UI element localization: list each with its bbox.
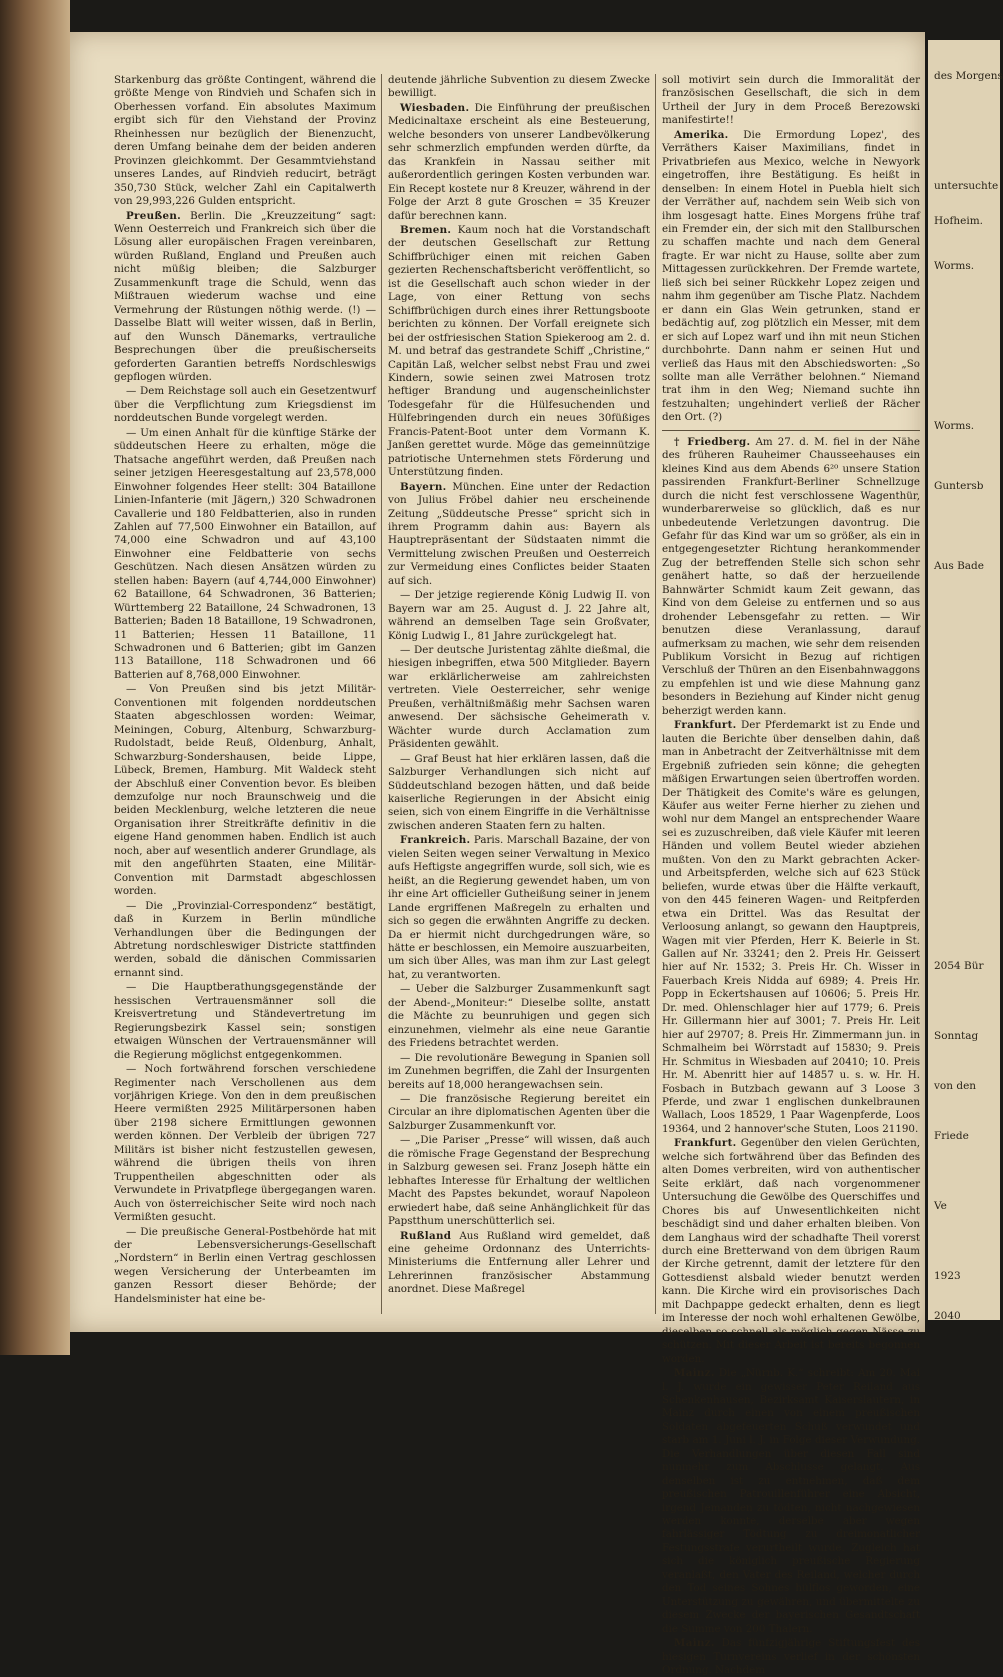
article-paragraph (388, 224, 650, 480)
adjacent-page-edge (928, 40, 1003, 1322)
paragraph-text: — Die „Provinzial-Correspondenz“ bestätigt, daß in Kurzem in Berlin mündliche Verhandlungen über die Bedingungen der Abtretung nordschleswiger Districte stattfinden werden, sobald die dänischen Commissarien ernannt sind. (114, 899, 376, 979)
paragraph-text: Die „Nürnb. K.“ schreibt: Am 20. Mai l. J. wurde ein gewisser Peter Reiland aus Schenkenhausen, Bezirksamt Kaiserslautern, in Mainz durch einen von einem preußischen Soldaten abgefeuerten Schuß verwundet und starb am 1. Juni l. J. in Folge dieser Verwundung. Die Verhandlungen über diesen Fall sind nunmehr zum Abschlusse gelangt. Aus denselben ist zu entnehmen, daß dem preußischen Patrouillenführer eine Absicht, irgend Jemanden zu tödten, nicht nachgewiesen werden konnte, derselbe aber wegen fahrlässiger Tödtung zu dreimonatlicher Festungsstrafe verurtheilt wurde. Zugleich hat sich die königlich preußische Regierung veranlaßt, den Vater des Reiland, welcher durch den Tod seines Sohnes hülflos geworden, eine Unterstützung zu gewähren, und übermittelte zu diesem Zwecke der bayerischen Gesandtschaft die Summe von 200 Thalern. (662, 1367, 920, 1635)
column-rule (655, 74, 656, 1314)
article-paragraph (662, 1137, 920, 1366)
adjacent-page-fragment: Sonntag (934, 1030, 979, 1042)
dateline-heading: Frankreich. (400, 834, 471, 847)
adjacent-page-fragment: untersuchte (934, 180, 999, 192)
dateline-heading: † Friedberg. (674, 435, 751, 448)
column-3 (662, 74, 920, 1677)
column-1 (114, 74, 376, 1314)
article-paragraph (662, 436, 920, 719)
paragraph-text: Berlin. Die „Kreuzzeitung“ sagt: Wenn Oesterreich und Frankreich sich über die Lösung aller europäischen Fragen vereinbaren, würden Rußland, England und Preußen auch nicht müßig bleiben; die Salzburger Zusammenkunft trage die Schuld, wenn das Mißtrauen wiederum wachse und eine Vermehrung der Rüstungen nöthig werde. (!) — Dasselbe Blatt will weiter wissen, daß in Berlin, auf den Wunsch Dänemarks, vertrauliche Besprechungen über die preußischerseits geforderten Garantien betreffs Nordschleswigs gepflogen würden. (114, 209, 376, 383)
article-paragraph (388, 753, 650, 834)
dateline-heading: Frankfurt. (674, 719, 737, 732)
paragraph-text: — Die revolutionäre Bewegung in Spanien soll im Zunehmen begriffen, die Zahl der Insurgenten bereits auf 18,000 herangewachsen sein. (388, 1051, 650, 1091)
adjacent-page-fragment: Friede (934, 1130, 969, 1142)
paragraph-text: — Der jetzige regierende König Ludwig II. von Bayern war am 25. August d. J. 22 Jahre alt, während an demselben Tage sein Großvater, König Ludwig I., 81 Jahre zurückgelegt hat. (388, 589, 650, 642)
article-paragraph (388, 481, 650, 589)
article-paragraph (114, 981, 376, 1062)
article-paragraph (114, 385, 376, 425)
paragraph-text: — Von Preußen sind bis jetzt Militär-Conventionen mit folgenden norddeutschen Staaten abgeschlossen worden: Weimar, Meiningen, Coburg, Altenburg, Schwarzburg-Rudolstadt, beide Reuß, Oldenburg, Anhalt, Schwarzburg-Sondershausen, beide Lippe, Lübeck, Bremen, Hamburg. Mit Waldeck steht der Abschluß einer Convention bevor. Es bleiben demzufolge nur noch Braunschweig und die beiden Mecklenburg, welche letzteren die neue Organisation ihrer Streitkräfte definitiv in die eigene Hand genommen haben. Endlich ist auch noch, aber auf wesentlich anderer Grundlage, als mit den angeführten Staaten, eine Militär-Convention mit Darmstadt abgeschlossen worden. (114, 683, 376, 898)
article-paragraph (114, 900, 376, 981)
paragraph-text: Am 27. d. M. fiel in der Nähe des früheren Rauheimer Chausseehauses ein kleines Kind aus dem Abends 6²⁰ unsere Station passirenden Frankfurt-Berliner Schnellzuge durch die nicht fest verschlossene Wagenthür, wunderbarerweise so glücklich, daß es nur unbedeutende Verletzungen davontrug. Die Gefahr für das Kind war um so größer, als ein in entgegengesetzter Richtung herankommender Zug der betreffenden Stelle sich schon sehr genähert hatte, so daß der herzueilende Bahnwärter Schmidt kaum Zeit gewann, das Kind von dem Geleise zu entfernen und so aus drohender Lebensgefahr zu retten. — Wir benutzen diese Veranlassung, darauf aufmerksam zu machen, wie sehr dem reisenden Publikum Vorsicht in Bezug auf richtigen Verschluß der Thüren an den Eisenbahnwaggons zu empfehlen ist und wie diese Mahnung ganz besonders in Beziehung auf Kinder nicht genug beherzigt werden kann. (662, 435, 920, 717)
paragraph-text: Kaum noch hat die Vorstandschaft der deutschen Gesellschaft zur Rettung Schiffbrüchiger einen mit reichen Gaben gezierten Rechenschaftsbericht veröffentlicht, so ist die Gesellschaft auch schon wieder in der Lage, von einer Rettung von sechs Schiffbrüchigen durch eines ihrer Rettungsboote berichten zu können. Der Vorfall ereignete sich bei der ostfriesischen Station Spiekeroog am 2. d. M. und betraf das gestrandete Schiff „Christine,“ Capitän Laß, welcher selbst nebst Frau und zwei Kindern, sowie seinen zwei Matrosen trotz heftiger Brandung und augenscheinlichster Todesgefahr für die Hülfesuchenden und Hülfebringenden durch ein neues 30füßiges Francis-Patent-Boot unter dem Vormann K. Janßen gerettet wurde. Möge das gemeinnützige patriotische Unternehmen stets Förderung und Unterstützung finden. (388, 223, 650, 479)
paragraph-text: — Um einen Anhalt für die künftige Stärke der süddeutschen Heere zu erhalten, möge die Thatsache angeführt werden, daß Preußen nach seiner jetzigen Heeresgestaltung auf 23,578,000 Einwohner folgendes Heer stellt: 304 Bataillone Linien-Infanterie (mit Jägern,) 320 Schwadronen Cavallerie und 180 Feldbatterien, also in runden Zahlen auf 77,500 Einwohner ein Bataillon, auf 74,000 eine Schwadron und auf 43,100 Einwohner eine Feldbatterie von sechs Geschützen. Nach diesen Ansätzen würden zu stellen haben: Bayern (auf 4,744,000 Einwohner) 62 Bataillone, 64 Schwadronen, 36 Batterien; Württemberg 22 Bataillone, 24 Schwadronen, 13 Batterien; Baden 18 Bataillone, 19 Schwadronen, 11 Batterien; Hessen 11 Bataillone, 11 Schwadronen und 6 Batterien; gibt im Ganzen 113 Bataillone, 118 Schwadronen und 66 Batterien auf 8,768,000 Einwohner. (114, 426, 376, 681)
paragraph-text: soll motivirt sein durch die Immoralität der französischen Gesellschaft, die sich in dem Urtheil der Jury in dem Proceß Berezowski manifestirte!! (662, 74, 920, 127)
article-paragraph (388, 589, 650, 643)
paragraph-text: — Noch fortwährend forschen verschiedene Regimenter nach Verschollenen aus dem vorjährigen Kriege. Von den in dem preußischen Heere vermißten 2925 Militärpersonen haben über 2198 sichere Ermittlungen gewonnen werden können. Der Verbleib der übrigen 727 Militärs ist bisher nicht festzustellen gewesen, während die übrigen theils von ihren Truppentheilen abgeschnitten oder als Verwundete in Privatpflege übergegangen waren. Auch von österreichischer Seite wird noch nach Vermißten gesucht. (114, 1063, 376, 1224)
adjacent-page-fragment: Worms. (934, 420, 975, 432)
section-divider (662, 430, 920, 431)
dateline-heading: Amerika. (674, 128, 729, 141)
paragraph-text: — Der deutsche Juristentag zählte dießmal, die hiesigen inbegriffen, etwa 500 Mitglieder. Bayern war erklärlicherweise am zahlreichsten vertreten. Viele Oesterreicher, sehr wenige Preußen, verhältnißmäßig mehr Sachsen waren anwesend. Der sächsische Geheimerath v. Wächter wurde durch Acclamation zum Präsidenten gewählt. (388, 644, 650, 751)
newspaper-page (70, 32, 925, 1677)
paragraph-text: deutende jährliche Subvention zu diesem Zwecke bewilligt. (388, 74, 650, 100)
article-paragraph (388, 102, 650, 223)
article-paragraph (662, 1637, 920, 1677)
paragraph-text: Starkenburg das größte Contingent, während die größte Menge von Rindvieh und Schafen sich in Oberhessen vorfand. Ein absolutes Maximum ergibt sich für den Viehstand der Provinz Rheinhessen nur bezüglich der Bienenzucht, deren Umfang beinahe dem der beiden anderen Provinzen gleichkommt. Der Gesammtviehstand unseres Landes, auf Rindvieh reducirt, beträgt 350,730 Stück, welcher Zahl ein Capitalwerth von 29,993,226 Gulden entspricht. (114, 74, 376, 208)
article-paragraph (114, 1063, 376, 1224)
paragraph-text: Aus Rußland wird gemeldet, daß eine geheime Ordonnanz des Unterrichts-Ministeriums die Entfernung aller Lehrer und Lehrerinnen französischer Abstammung anordnet. Diese Maßregel (388, 1229, 650, 1296)
article-paragraph (662, 1367, 920, 1636)
paragraph-text: — Ueber die Salzburger Zusammenkunft sagt der Abend-„Moniteur:“ Dieselbe sollte, anstatt die Mächte zu beunruhigen und gegen sich einzunehmen, vielmehr als eine neue Garantie des Friedens betrachtet werden. (388, 983, 650, 1050)
paragraph-text: Der Pferdemarkt ist zu Ende und lauten die Berichte über denselben dahin, daß man in Anbetracht der Zeitverhältnisse mit dem Ergebniß zufrieden sein könne; die gehegten mäßigen Erwartungen seien übertroffen worden. Der Thätigkeit des Comite's wäre es gelungen, Käufer aus weiter Ferne hierher zu ziehen und wohl nur dem Mangel an entsprechender Waare sei es zuzuschreiben, daß viele Käufer mit leeren Händen und vollem Beutel wieder abziehen mußten. Von den zu Markt gebrachten Acker- und Arbeitspferden, welche sich auf 623 Stück beliefen, wurde etwas über die Hälfte verkauft, von den 445 feineren Wagen- und Reitpferden etwa ein Drittel. Was das Resultat der Verloosung anlangt, so gewann den Hauptpreis, Wagen mit vier Pferden, Herr K. Beierle in St. Gallen auf Nr. 33241; den 2. Preis Hr. Geissert hier auf Nr. 1532; 3. Preis Hr. Ch. Wisser in Fauerbach Kreis Nidda auf 6989; 4. Preis Hr. Popp in Eckertshausen auf 10606; 5. Preis Hr. Dr. med. Ohlenschlager hier auf 1779; 6. Preis Hr. Gillermann hier auf 3001; 7. Preis Hr. Leit hier auf 29707; 8. Preis Hr. Zimmermann jun. in Schmalheim bei Wörrstadt auf 15830; 9. Preis Hr. Schmitus in Wiesbaden auf 20410; 10. Preis Hr. M. Abenritt hier auf 14857 u. s. w. Hr. H. Fosbach in Butzbach gewann auf 3 Loose 3 Pferde, und zwar 1 englischen dunkelbraunen Wallach, Loos 18529, 1 Paar Wagenpferde, Loos 19364, und 2 hannover'sche Stuten, Loos 21190. (662, 719, 920, 1135)
book-binding (0, 0, 70, 1355)
adjacent-page-fragment: Ve (934, 1200, 947, 1212)
dateline-heading: Bremen. (400, 223, 452, 236)
paragraph-text: Die Ermordung Lopez', des Verräthers Kaiser Maximilians, findet in Privatbriefen aus Mexico, welche in Newyork eingetroffen, ihre Bestätigung. Es heißt in denselben: In einem Hotel in Puebla hielt sich der Verräther auf, nachdem sein Weib sich von ihm losgesagt hatte. Eines Morgens frühe traf ein Fremder ein, der sich mit den Stallburschen zu schaffen machte und nach dem General fragte. Er war nicht zu Hause, sollte aber zum Mittagessen zurückkehren. Der Fremde wartete, ließ sich bei seiner Rückkehr Lopez zeigen und nahm ihm gegenüber am Tische Platz. Nachdem er dann ein Glas Wein getrunken, stand er bedächtig auf, zog plötzlich ein Messer, mit dem er sich auf Lopez warf und ihn mit neun Stichen durchbohrte. Dann nahm er seinen Hut und verließ das Haus mit den Abschiedsworten: „So sollte man alle Verräther belohnen.“ Niemand trat ihm in den Weg; Niemand suchte ihn festzuhalten; ungehindert verließ der Rächer den Ort. (?) (662, 128, 920, 424)
adjacent-page-fragment: 1923 (934, 1270, 961, 1282)
adjacent-page-fragment: Worms. (934, 260, 975, 272)
dateline-heading: Mainz. (674, 1367, 715, 1380)
paragraph-text: Gegenüber den vielen Gerüchten, welche sich fortwährend über das Befinden des alten Domes verbreiten, wird von authentischer Seite erklärt, daß nach vorgenommener Untersuchung die Gewölbe des Querschiffes und Chores bis auf Unwesentlichkeiten nicht beschädigt sind und daher erhalten bleiben. Von dem Langhaus wird der schadhafte Theil vorerst durch eine Bretterwand von dem übrigen Raum der Kirche getrennt, damit der letztere für den Gottesdienst alsbald wieder benutzt werden kann. Die Kirche wird ein provisorisches Dach mit Dachpappe gedeckt erhalten, denn es liegt im Interesse der noch wohl erhaltenen Gewölbe, dieselben so schnell als möglich gegen Nässe zu schützen. Mit dieser Arbeit ist bereits begonnen worden. (662, 1137, 920, 1365)
article-paragraph (114, 427, 376, 683)
paragraph-text: — „Die Pariser „Presse“ will wissen, daß auch die römische Frage Gegenstand der Besprechung in Salzburg gewesen sei. Franz Joseph hätte ein lebhaftes Interesse für Erhaltung der weltlichen Macht des Papstes bekundet, worauf Napoleon erwiedert habe, daß seine Anhänglichkeit für das Papstthum unerschütterlich sei. (388, 1134, 650, 1228)
article-paragraph (114, 210, 376, 385)
article-paragraph (114, 74, 376, 209)
column-rule (381, 74, 382, 1314)
article-paragraph (388, 1052, 650, 1092)
paragraph-text: — Die Hauptberathungsgegenstände der hessischen Vertrauensmänner soll die Kreisvertretung und Ständevertretung im Regierungsbezirk Kassel sein; sonstigen etwaigen Wünschen der Vertrauensmänner will die Regierung möglichst entgegenkommen. (114, 981, 376, 1061)
paragraph-text: München. Eine unter der Redaction von Julius Fröbel dahier neu erscheinende Zeitung „Süddeutsche Presse“ spricht sich in ihrem Programm dahin aus: Bayern als Hauptrepräsentant der Südstaaten nimmt die Vermittelung zwischen Preußen und Oesterreich zur Vermeidung eines Conflictes beider Staaten auf sich. (388, 480, 650, 587)
adjacent-page-fragment: von den (934, 1080, 977, 1092)
dateline-heading: Rußland (400, 1229, 452, 1242)
paragraph-text: — Dem Reichstage soll auch ein Gesetzentwurf über die Verpflichtung zum Kriegsdienst im norddeutschen Bunde vorgelegt werden. (114, 385, 376, 425)
paragraph-text: Die Einführung der preußischen Medicinaltaxe erscheint als eine Besteuerung, welche besonders von unserer Landbevölkerung sehr schmerzlich empfunden werden dürfte, da das Krankfein in Nassau seither mit außerordentlich geringen Kosten verbunden war. Ein Recept kostete nur 8 Kreuzer, während in der Folge der Arzt 8 gute Groschen = 35 Kreuzer dafür berechnen kann. (388, 101, 650, 222)
article-paragraph (388, 983, 650, 1050)
article-paragraph (114, 1226, 376, 1307)
adjacent-page-fragment: Guntersb (934, 480, 984, 492)
paragraph-text: — Graf Beust hat hier erklären lassen, daß die Salzburger Verhandlungen sich nicht auf Süddeutschland bezogen hätten, und daß beide kaiserliche Regierungen in der Absicht einig seien, sich von einem Eingriffe in die Verhältnisse zwischen anderen Staaten fern zu halten. (388, 752, 650, 832)
article-paragraph (388, 644, 650, 752)
dateline-heading: Wiesbaden. (400, 101, 470, 114)
article-paragraph (114, 683, 376, 898)
paragraph-text: Das fünfzigjährige Stiftungsfest des hiesigen Turnvereins verlief in der schönsten Ordnung. Nachdem (662, 1637, 920, 1677)
adjacent-page-fragment: des Morgens (934, 70, 1003, 82)
article-paragraph (388, 1134, 650, 1228)
article-paragraph (662, 129, 920, 425)
article-paragraph (388, 74, 650, 101)
article-paragraph (662, 719, 920, 1136)
dateline-heading: Preußen. (126, 209, 182, 222)
article-paragraph (388, 1230, 650, 1297)
article-paragraph (388, 1093, 650, 1133)
article-paragraph (388, 834, 650, 982)
column-2 (388, 74, 650, 1314)
dateline-heading: Mainz. (674, 1637, 715, 1650)
adjacent-page-fragment: Hofheim. (934, 215, 983, 227)
dateline-heading: Bayern. (400, 480, 447, 493)
adjacent-page-fragment: 2040 (934, 1310, 961, 1322)
adjacent-page-fragment: 2054 Bür (934, 960, 984, 972)
paragraph-text: — Die preußische General-Postbehörde hat mit der Lebensversicherungs-Gesellschaft „Nordstern“ in Berlin einen Vertrag geschlossen wegen Versicherung der Unterbeamten im ganzen Ressort dieser Behörde; der Handelsminister hat eine be- (114, 1225, 376, 1305)
paragraph-text: Paris. Marschall Bazaine, der von vielen Seiten wegen seiner Verwaltung in Mexico aufs Heftigste angegriffen wurde, soll sich, wie es heißt, an die Regierung gewendet haben, um von ihr eine Art officieller Gutheißung seiner in jenem Lande ergriffenen Maßregeln zu erhalten und sich so gegen die erwähnten Angriffe zu decken. Da er hiermit nicht durchgedrungen wäre, so hätte er beschlossen, ein Memoire auszuarbeiten, um sich über Alles, was man ihm zur Last gelegt hat, zu verantworten. (388, 834, 650, 981)
paragraph-text: — Die französische Regierung bereitet ein Circular an ihre diplomatischen Agenten über die Salzburger Zusammenkunft vor. (388, 1092, 650, 1132)
article-paragraph (662, 74, 920, 128)
dateline-heading: Frankfurt. (674, 1137, 737, 1150)
adjacent-page-fragment: Aus Bade (934, 560, 984, 572)
